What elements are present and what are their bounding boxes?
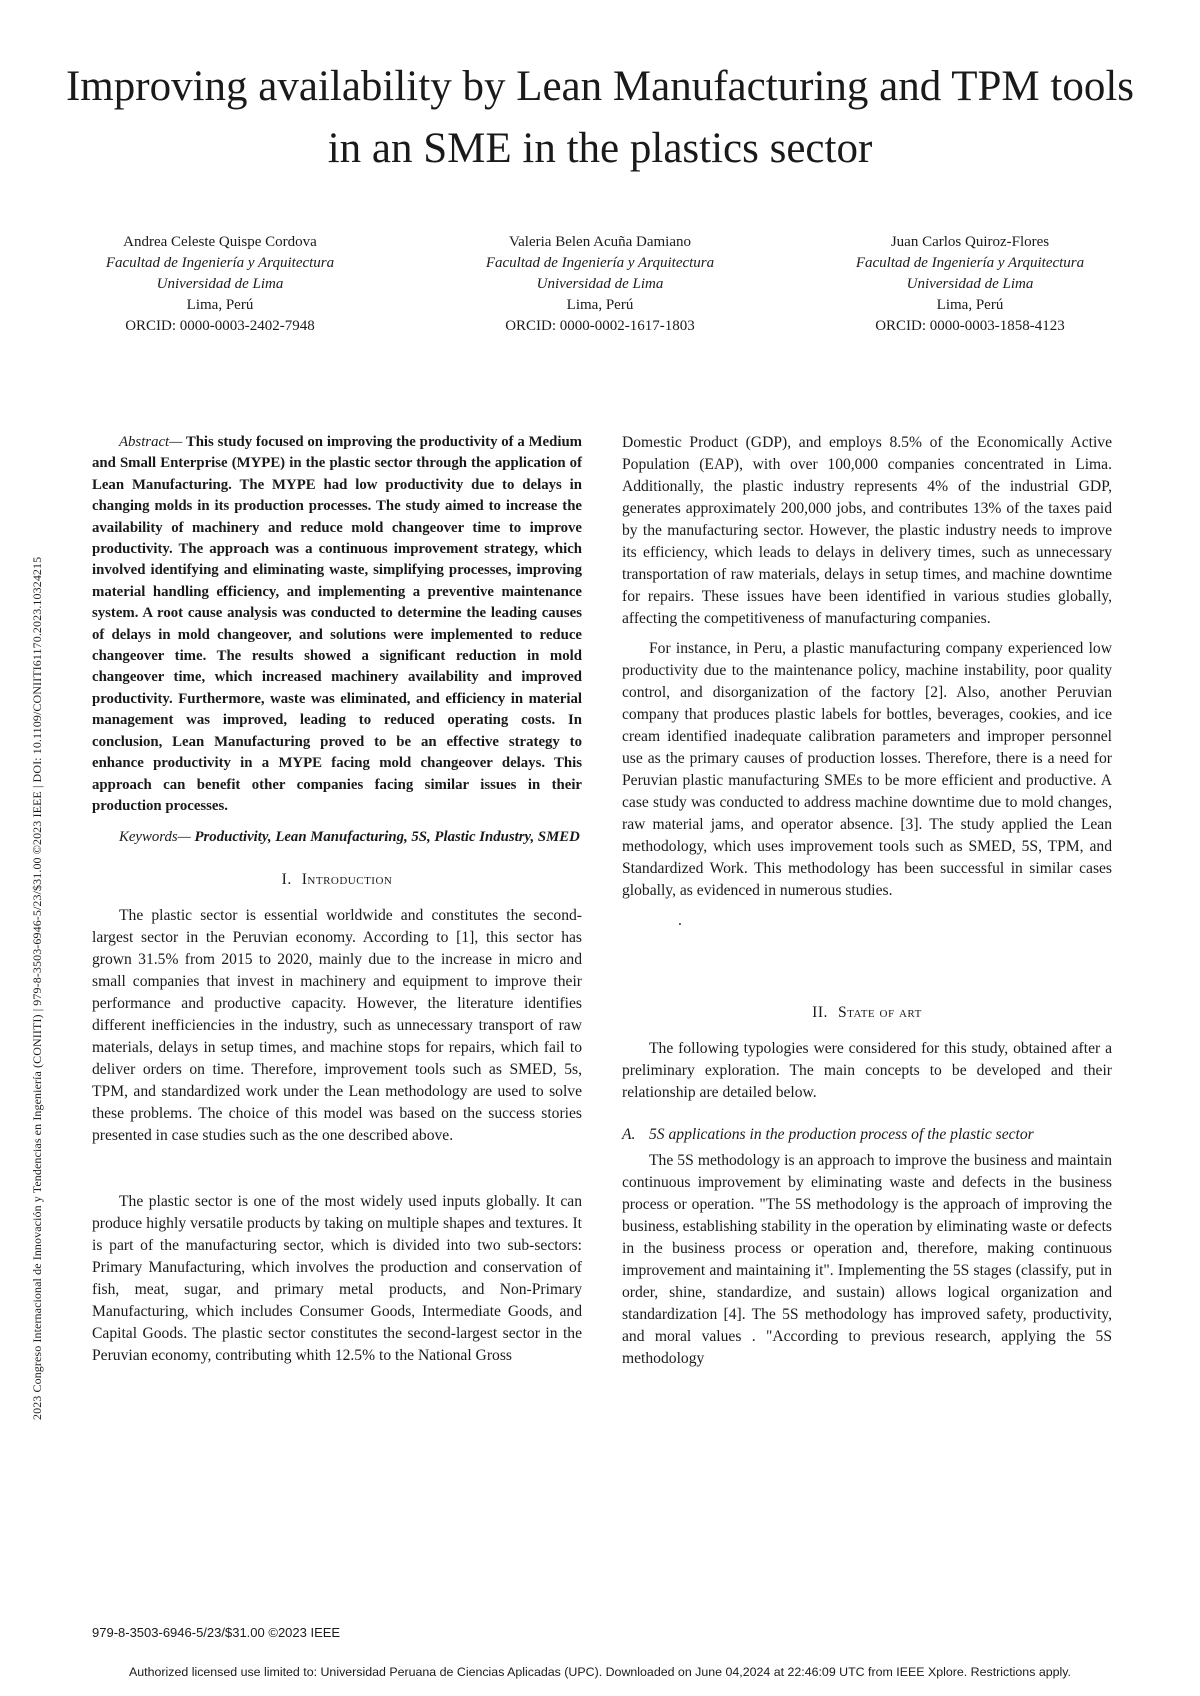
author-block-3 [805,232,1135,337]
author-orcid: ORCID: 0000-0002-1617-1803 [505,318,695,334]
keywords [92,827,582,848]
spacer [622,936,1112,982]
abstract [92,432,582,817]
author-faculty: Facultad de Ingeniería y Arquitectura [485,255,715,271]
author-name: Valeria Belen Acuña Damiano [508,234,691,250]
keywords-label: Keywords— [119,829,191,846]
section-heading-introduction: I. Introduction [281,870,393,888]
intro-paragraph-2: The plastic sector is one of the most widely used inputs globally. It can produce highly versatile products by taking on multiple shapes and textures. It is part of the manufacturing sector, which is divided into two sub-sectors: Primary Manufacturing, which involves the production and conservation of fish, meat, sugar, and primary metal products, and Non-Primary Manufacturing, which includes Consumer Goods, Intermediate Goods, and Capital Goods. The plastic sector constitutes the second-largest sector in the Peruvian economy, contributing whith 12.5% to the National Gross [92,1192,582,1364]
footer-copyright: 979-8-3503-6946-5/23/$31.00 ©2023 IEEE [92,1625,341,1640]
author-university: Universidad de Lima [156,276,284,292]
subsection-heading-a: A. 5S applications in the production process of the plastic sector [622,1126,1034,1143]
paper-title: Improving availability by Lean Manufacturing and TPM tools in an SME in the plastics sector [65,63,1135,172]
author-university: Universidad de Lima [536,276,664,292]
stray-dot: . [678,912,682,929]
section-heading-state-of-art: II. State of art [812,1004,922,1021]
abstract-label: Abstract— [119,434,183,450]
author-orcid: ORCID: 0000-0003-2402-7948 [125,318,315,334]
author-city: Lima, Perú [936,297,1004,313]
right-column [622,432,1112,1378]
author-faculty: Facultad de Ingeniería y Arquitectura [105,255,335,271]
author-name: Juan Carlos Quiroz-Flores [890,234,1050,250]
author-name: Andrea Celeste Quispe Cordova [123,234,317,250]
intro-paragraph-2-continued: Domestic Product (GDP), and employs 8.5% of the Economically Active Population (EAP), with over 100,000 companies concentrated in Lima. Additionally, the plastic industry represents 4% of the industrial GDP, generates approximately 200,000 jobs, and contributes 13% of the taxes paid by the manufacturing sector. However, the plastic industry needs to improve its efficiency, which leads to delays in delivery times, such as unnecessary transportation of raw materials, delays in setup times, and machine downtime for repairs. These issues have been identified in various studies globally, affecting the competitiveness of manufacturing companies. [622,434,1112,627]
author-city: Lima, Perú [566,297,634,313]
author-university: Universidad de Lima [906,276,1034,292]
state-paragraph-2: The 5S methodology is an approach to improve the business and maintain continuous improvement by eliminating waste and defects in the business process or operation. "The 5S methodology is the approach of improving the business, establishing stability in the operation by eliminating waste or defects in the business process or operation and, therefore, making continuous improvement and maintaining it". Implementing the 5S stages (classify, put in order, shine, standardize, and sustain) allows logical organization and standardization [4]. The 5S methodology has improved safety, productivity, and moral values . "According to previous research, applying the 5S methodology [622,1152,1112,1367]
author-orcid: ORCID: 0000-0003-1858-4123 [875,318,1065,334]
author-city: Lima, Perú [186,297,254,313]
left-column [92,432,582,1375]
abstract-text: This study focused on improving the productivity of a Medium and Small Enterprise (MYPE) in the plastic sector through the application of Lean Manufacturing. The MYPE had low productivity due to delays in changing molds in its production processes. The study aimed to increase the availability of machinery and reduce mold changeover time to improve productivity. The approach was a continuous improvement strategy, which involved identifying and eliminating waste, simplifying processes, improving material handling efficiency, and implementing a preventive maintenance system. A root cause analysis was conducted to determine the leading causes of delays in mold changeover, and solutions were implemented to reduce changeover time. The results showed a significant reduction in mold changeover time, which increased machinery availability and improved productivity. Furthermore, waste was eliminated, and efficiency in material management was improved, leading to reduced operating costs. In conclusion, Lean Manufacturing proved to be an effective strategy to enhance productivity in a MYPE facing mold changeover delays. This approach can benefit other companies facing similar issues in their production processes. [92,434,582,814]
license-notice: Authorized licensed use limited to: Universidad Peruana de Ciencias Aplicadas (UPC). Downloaded on June 04,2024 at 22:46:09 UTC from IEEE Xplore. Restrictions apply. [129,1665,1071,1679]
state-paragraph-1: The following typologies were considered for this study, obtained after a preliminary exploration. The main concepts to be developed and their relationship are detailed below. [622,1040,1112,1101]
spacer [92,1155,582,1191]
intro-paragraph-3: For instance, in Peru, a plastic manufacturing company experienced low productivity due to the maintenance policy, machine instability, poor quality control, and disorganization of the factory [2]. Also, another Peruvian company that produces plastic labels for bottles, beverages, cookies, and ice cream identified inadequate calibration parameters and improper personnel use as the primary causes of production losses. Therefore, there is a need for Peruvian plastic manufacturing SMEs to be more efficient and productive. A case study was conducted to address machine downtime due to mold changes, raw material jams, and operator absence. [3]. The study applied the Lean methodology, which uses improvement tools such as SMED, 5S, TPM, and Standardized Work. This methodology has been successful in similar cases globally, as evidenced in numerous studies. [622,640,1112,899]
author-block-2 [435,232,765,337]
keywords-text: Productivity, Lean Manufacturing, 5S, Plastic Industry, SMED [190,829,580,846]
author-block-1 [55,232,385,337]
author-faculty: Facultad de Ingeniería y Arquitectura [855,255,1085,271]
side-citation: 2023 Congreso Internacional de Innovación y Tendencias en Ingeniería (CONIITI) | 979-8-3503-6946-5/23/$31.00 ©2023 IEEE | DOI: 10.1109/CONIITI61170.2023.10324215 [30,556,44,1420]
intro-paragraph-1: The plastic sector is essential worldwide and constitutes the second-largest sector in the Peruvian economy. According to [1], this sector has grown 31.5% from 2015 to 2020, mainly due to the increase in micro and small companies that invest in machinery and equipment to improve their performance and productive capacity. However, the literature identifies different inefficiencies in the industry, such as unnecessary transport of raw materials, delays in setup times, and machine stops for repairs, which fail to deliver orders on time. Therefore, improvement tools such as SMED, 5s, TPM, and standardized work under the Lean methodology are used to solve these problems. The choice of this model was based on the success stories presented in case studies such as the one described above. [92,906,582,1144]
